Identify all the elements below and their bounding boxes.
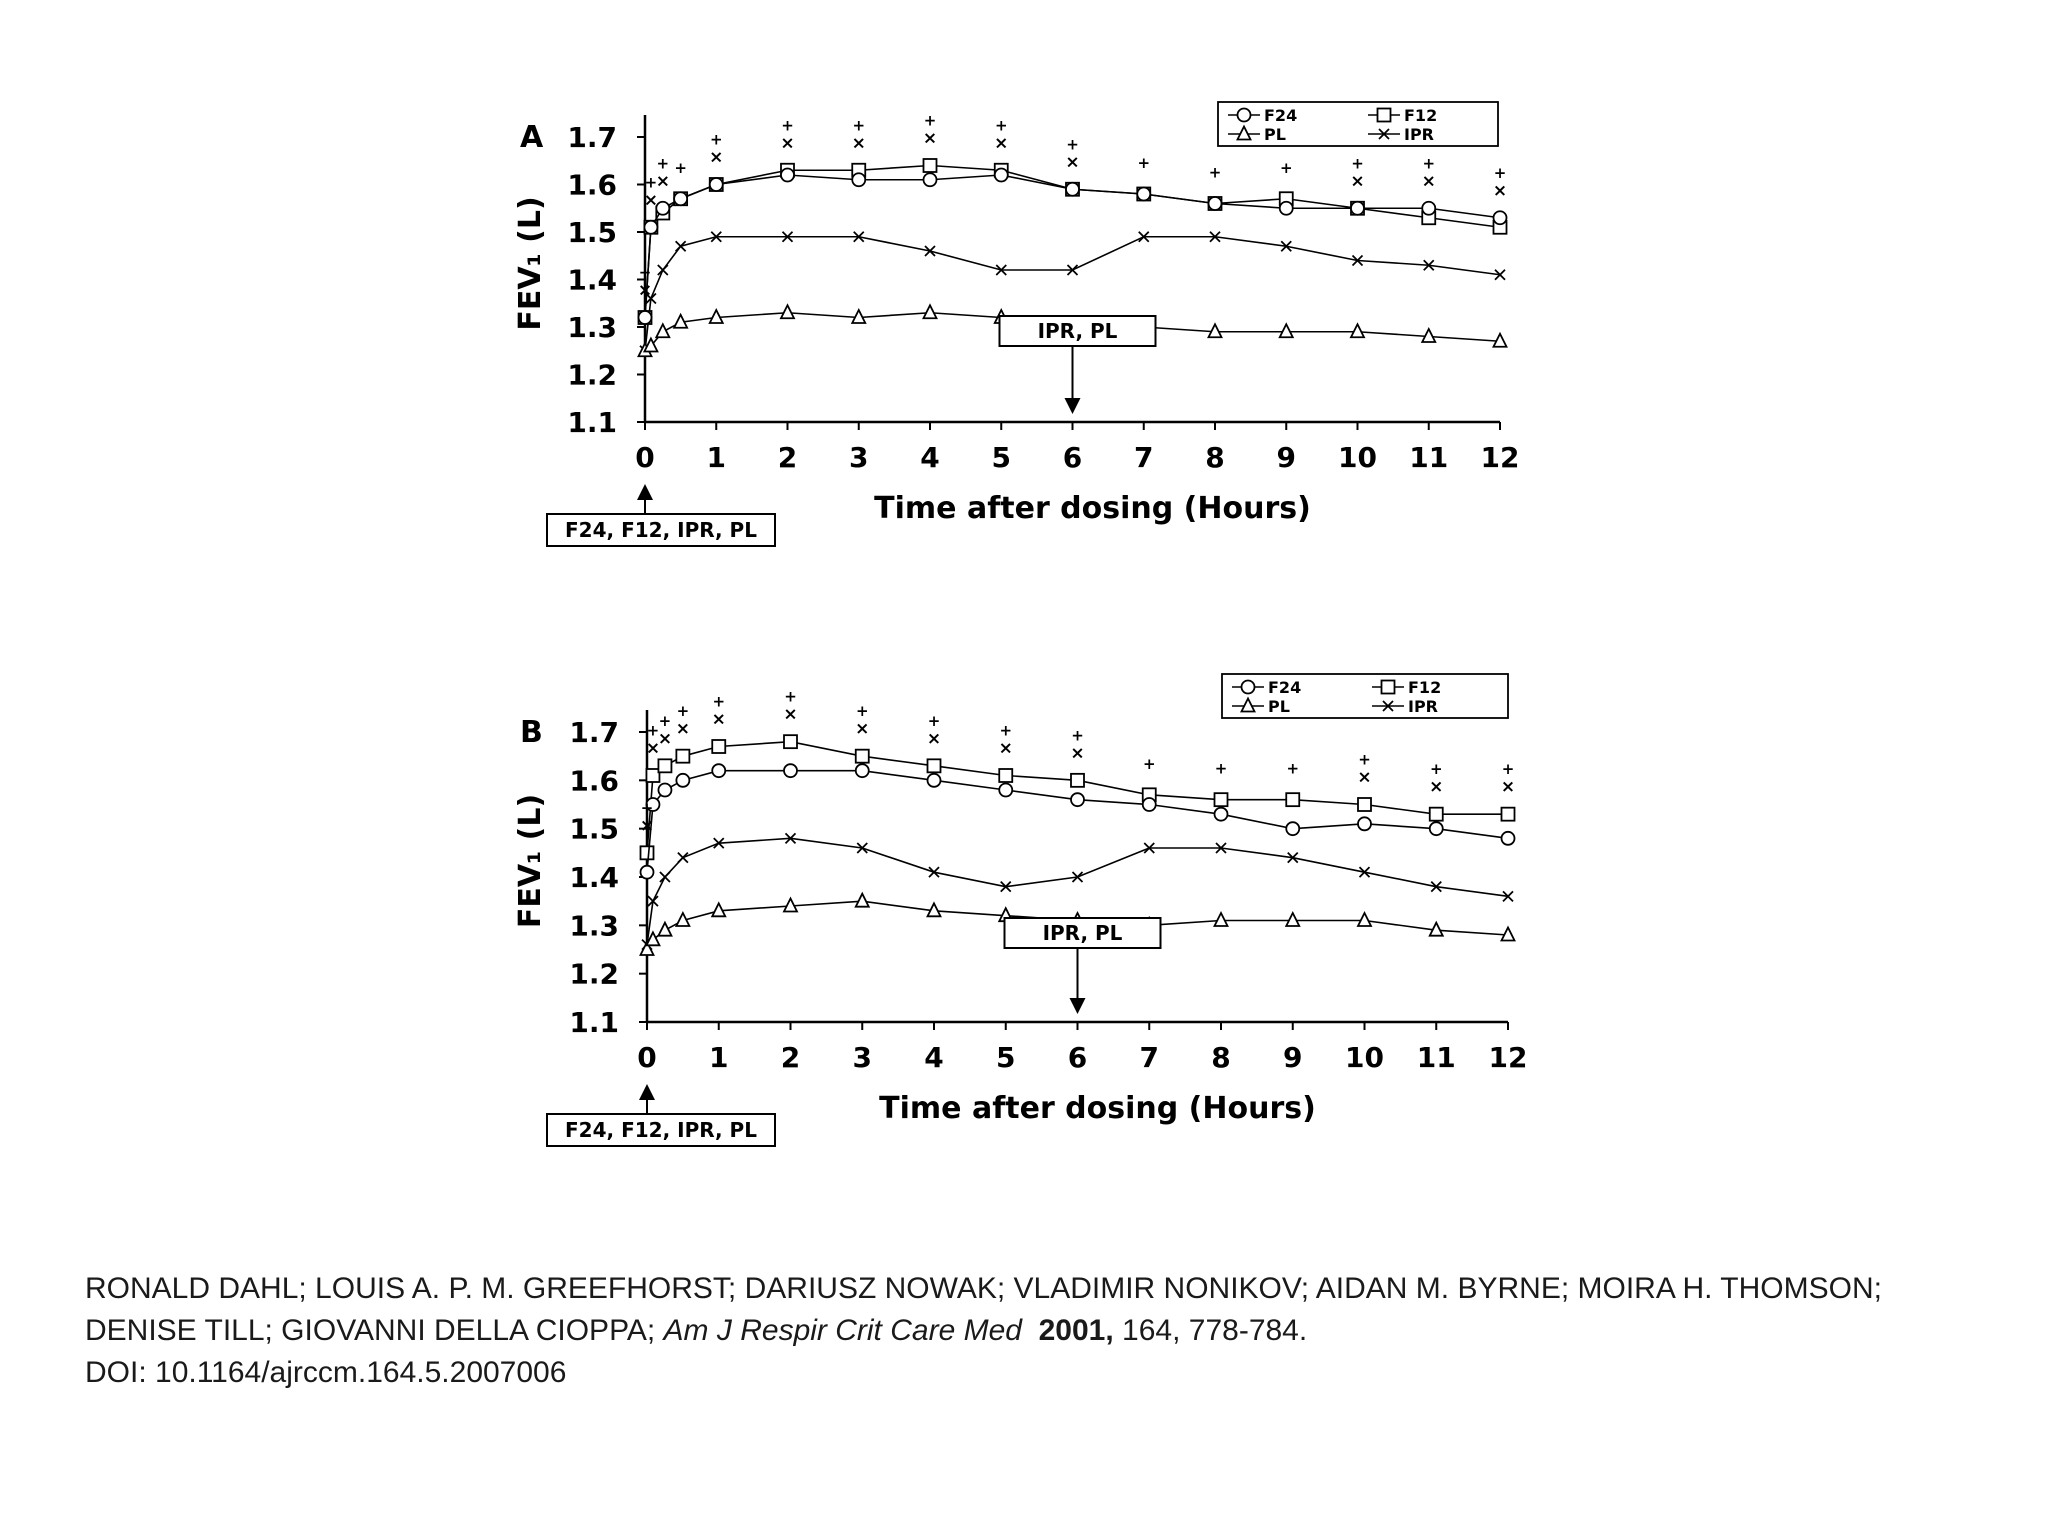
sig-plus: + [1279, 158, 1293, 177]
data-point-circle [1143, 798, 1156, 811]
x-tick-label: 8 [1211, 1041, 1231, 1074]
legend-label-ipr: IPR [1408, 697, 1438, 716]
sig-plus: + [781, 116, 794, 135]
x-tick-label: 9 [1276, 441, 1296, 474]
sig-plus: + [927, 711, 941, 730]
data-point-circle [1071, 793, 1084, 806]
sig-cross: × [1500, 777, 1516, 798]
sig-cross: × [994, 133, 1009, 154]
x-tick-label: 5 [991, 441, 1011, 474]
data-point-triangle [658, 923, 671, 936]
x-axis-label: Time after dosing (Hours) [879, 1091, 1316, 1126]
data-point-circle [924, 173, 937, 186]
sig-plus: + [1422, 154, 1436, 173]
annotation-arrow-up-head [639, 1084, 655, 1100]
data-point-circle [1280, 202, 1293, 215]
data-point-triangle [1215, 913, 1228, 926]
data-point-circle [999, 784, 1012, 797]
y-tick-label: 1.2 [569, 957, 619, 991]
legend [1222, 674, 1508, 718]
sig-plus: + [1286, 759, 1300, 778]
legend-label-f24: F24 [1264, 106, 1298, 125]
sig-cross: × [643, 190, 659, 211]
panel-label: A [520, 120, 544, 155]
sig-cross: × [1065, 152, 1080, 173]
data-point-circle [852, 173, 865, 186]
sig-plus: + [1066, 135, 1079, 154]
chart-panel-a [0, 60, 2048, 580]
sig-cross: × [675, 719, 690, 740]
sig-plus: + [1142, 754, 1156, 773]
annotation-arrow-down-head [1070, 998, 1086, 1014]
data-point-square [676, 750, 689, 763]
data-point-circle [1502, 832, 1515, 845]
sig-plus: + [638, 263, 652, 282]
sig-plus: + [658, 711, 672, 730]
sig-cross: × [655, 171, 670, 192]
legend-label-ipr: IPR [1404, 125, 1434, 144]
sig-cross: × [1492, 180, 1508, 201]
data-point-circle [1358, 817, 1371, 830]
y-tick-label: 1.1 [567, 406, 617, 439]
citation-journal: Am J Respir Crit Care Med [663, 1314, 1022, 1347]
y-tick-label: 1.3 [569, 909, 619, 943]
x-tick-label: 2 [780, 1041, 801, 1074]
data-point-triangle [1280, 324, 1293, 337]
data-point-circle [1430, 822, 1443, 835]
x-tick-label: 1 [709, 1041, 729, 1074]
sig-cross: × [1357, 767, 1372, 788]
sig-plus: + [923, 111, 937, 130]
sig-cross: × [1350, 171, 1365, 192]
data-point-circle [1422, 202, 1435, 215]
legend-label-pl: PL [1268, 697, 1290, 716]
data-point-square [856, 750, 869, 763]
annotation-text-ipr-pl: IPR, PL [1037, 319, 1118, 343]
sig-plus: + [1208, 163, 1222, 182]
y-axis-label: FEV₁ (L) [513, 793, 548, 929]
sig-cross: × [1070, 743, 1085, 764]
x-tick-label: 12 [1488, 1041, 1528, 1074]
data-point-circle [1066, 183, 1079, 196]
data-point-circle [710, 178, 723, 191]
data-point-triangle [1351, 324, 1364, 337]
x-axis-label: Time after dosing (Hours) [874, 491, 1311, 526]
data-point-circle [784, 764, 797, 777]
data-point-triangle [856, 894, 869, 907]
data-point-square [784, 735, 797, 748]
data-point-circle [1215, 808, 1228, 821]
sig-cross: × [922, 128, 938, 149]
sig-plus: + [1214, 759, 1228, 778]
sig-plus: + [1071, 726, 1084, 745]
sig-plus: + [1429, 760, 1443, 779]
data-point-square [1502, 808, 1515, 821]
sig-plus: + [656, 154, 670, 173]
y-tick-label: 1.7 [569, 716, 619, 749]
sig-plus: + [1137, 154, 1151, 172]
data-point-circle [1209, 197, 1222, 210]
series-f24 [639, 169, 1507, 325]
sig-cross: × [709, 147, 724, 168]
x-tick-label: 0 [637, 1041, 657, 1074]
legend-label-f12: F12 [1408, 678, 1442, 697]
data-point-circle [856, 764, 869, 777]
x-tick-label: 6 [1062, 441, 1083, 474]
y-tick-label: 1.5 [569, 812, 619, 846]
x-tick-label: 3 [849, 441, 869, 474]
legend-label-pl: PL [1264, 125, 1286, 144]
sig-plus: + [644, 173, 658, 192]
y-tick-label: 1.4 [569, 861, 619, 894]
annotation-text-dosing: F24, F12, IPR, PL [565, 518, 757, 542]
data-point-circle [1351, 202, 1364, 215]
chart-a-svg [0, 60, 2048, 580]
sig-plus: + [640, 798, 654, 817]
data-point-circle [781, 169, 794, 182]
data-point-square [1358, 798, 1371, 811]
data-point-square [658, 759, 671, 772]
y-tick-label: 1.1 [569, 1006, 619, 1039]
x-tick-label: 2 [777, 441, 798, 474]
sig-plus: + [712, 692, 726, 711]
x-tick-label: 7 [1134, 441, 1154, 474]
x-tick-label: 10 [1338, 441, 1377, 474]
sig-cross: × [637, 280, 653, 301]
data-point-square [646, 769, 659, 782]
data-point-square [1382, 681, 1395, 694]
y-tick-label: 1.6 [569, 764, 619, 798]
sig-cross: × [998, 738, 1013, 759]
sig-plus: + [646, 721, 660, 740]
chart-panel-b [0, 660, 2048, 1180]
data-point-square [928, 759, 941, 772]
sig-cross: × [926, 728, 942, 749]
data-point-square [1071, 774, 1084, 787]
citation-doi: DOI: 10.1164/ajrccm.164.5.2007006 [85, 1356, 567, 1389]
y-tick-label: 1.6 [567, 168, 617, 202]
sig-cross: × [783, 704, 798, 725]
citation [85, 1268, 1985, 1394]
data-point-square [924, 159, 937, 172]
sig-cross: × [851, 133, 866, 154]
annotation-text-ipr-pl: IPR, PL [1042, 921, 1123, 945]
citation-year: 2001, [1038, 1314, 1114, 1347]
data-point-circle [658, 784, 671, 797]
data-point-square [1215, 793, 1228, 806]
data-point-square [999, 769, 1012, 782]
data-point-circle [1137, 188, 1150, 201]
legend [1218, 102, 1498, 146]
x-tick-label: 6 [1067, 1041, 1088, 1074]
y-tick-label: 1.4 [567, 263, 617, 297]
data-point-circle [1286, 822, 1299, 835]
y-axis-label: FEV₁ (L) [513, 196, 548, 331]
citation-authors: RONALD DAHL; LOUIS A. P. M. GREEFHORST; DARIUSZ NOWAK; VLADIMIR NONIKOV; AIDAN M. BYRNE; MOIRA H. THOMSON; DENISE TILL; GIOVANNI DELLA CIOPPA; [85, 1272, 1882, 1347]
sig-plus: + [674, 158, 687, 177]
data-point-circle [712, 764, 725, 777]
sig-plus: + [1351, 154, 1364, 173]
data-point-circle [674, 192, 687, 205]
data-point-triangle [924, 305, 937, 318]
data-point-triangle [1286, 913, 1299, 926]
sig-cross: × [1421, 171, 1436, 192]
sig-cross: × [780, 133, 795, 154]
x-tick-label: 4 [924, 1041, 944, 1074]
annotation-arrow-down-head [1065, 398, 1081, 414]
data-point-circle [928, 774, 941, 787]
y-tick-label: 1.7 [567, 121, 617, 154]
data-point-circle [1238, 109, 1251, 122]
sig-cross: × [711, 709, 726, 730]
data-point-circle [639, 311, 652, 324]
legend-label-f24: F24 [1268, 678, 1302, 697]
x-tick-label: 0 [635, 441, 655, 474]
sig-plus: + [855, 702, 869, 721]
sig-plus: + [852, 116, 866, 135]
sig-plus: + [999, 721, 1013, 740]
data-point-square [641, 846, 654, 859]
data-point-circle [1494, 211, 1507, 224]
sig-cross: × [1429, 777, 1444, 798]
data-point-square [1430, 808, 1443, 821]
sig-cross: × [657, 728, 673, 749]
data-point-circle [644, 221, 657, 234]
sig-plus: + [709, 130, 723, 149]
x-tick-label: 7 [1139, 1041, 1159, 1074]
sig-plus: + [784, 687, 797, 706]
annotation-arrow-up-head [637, 484, 653, 500]
data-point-circle [641, 866, 654, 879]
y-tick-label: 1.3 [567, 311, 617, 344]
x-tick-label: 12 [1480, 441, 1520, 474]
x-tick-label: 10 [1345, 1041, 1384, 1074]
legend-box [1218, 102, 1498, 146]
data-point-square [1286, 793, 1299, 806]
data-point-circle [1242, 681, 1255, 694]
legend-box [1222, 674, 1508, 718]
sig-cross: × [645, 738, 661, 759]
citation-volume-pages: 164, 778-784. [1122, 1314, 1308, 1347]
sig-plus: + [1493, 163, 1507, 182]
x-tick-label: 4 [920, 441, 940, 474]
x-tick-label: 11 [1416, 1041, 1456, 1074]
data-point-triangle [656, 324, 669, 337]
x-tick-label: 9 [1283, 1041, 1303, 1074]
sig-plus: + [994, 116, 1008, 135]
data-point-circle [676, 774, 689, 787]
panel-label: B [520, 715, 543, 750]
chart-b-svg [0, 660, 2048, 1180]
sig-cross: × [855, 719, 870, 740]
data-point-square [1378, 109, 1391, 122]
data-point-triangle [781, 305, 794, 318]
x-tick-label: 1 [706, 441, 726, 474]
data-point-circle [656, 202, 669, 215]
data-point-triangle [1358, 913, 1371, 926]
x-tick-label: 11 [1409, 441, 1449, 474]
annotation-text-dosing: F24, F12, IPR, PL [565, 1118, 757, 1142]
x-tick-label: 5 [996, 1041, 1016, 1074]
legend-label-f12: F12 [1404, 106, 1438, 125]
data-point-circle [995, 169, 1008, 182]
data-point-square [712, 740, 725, 753]
sig-plus: + [1358, 750, 1371, 769]
y-tick-label: 1.5 [567, 216, 617, 249]
y-tick-label: 1.2 [567, 358, 617, 392]
sig-cross: × [639, 815, 655, 836]
sig-plus: + [1501, 760, 1515, 779]
x-tick-label: 8 [1205, 441, 1225, 474]
x-tick-label: 3 [852, 1041, 872, 1074]
sig-plus: + [676, 702, 690, 721]
